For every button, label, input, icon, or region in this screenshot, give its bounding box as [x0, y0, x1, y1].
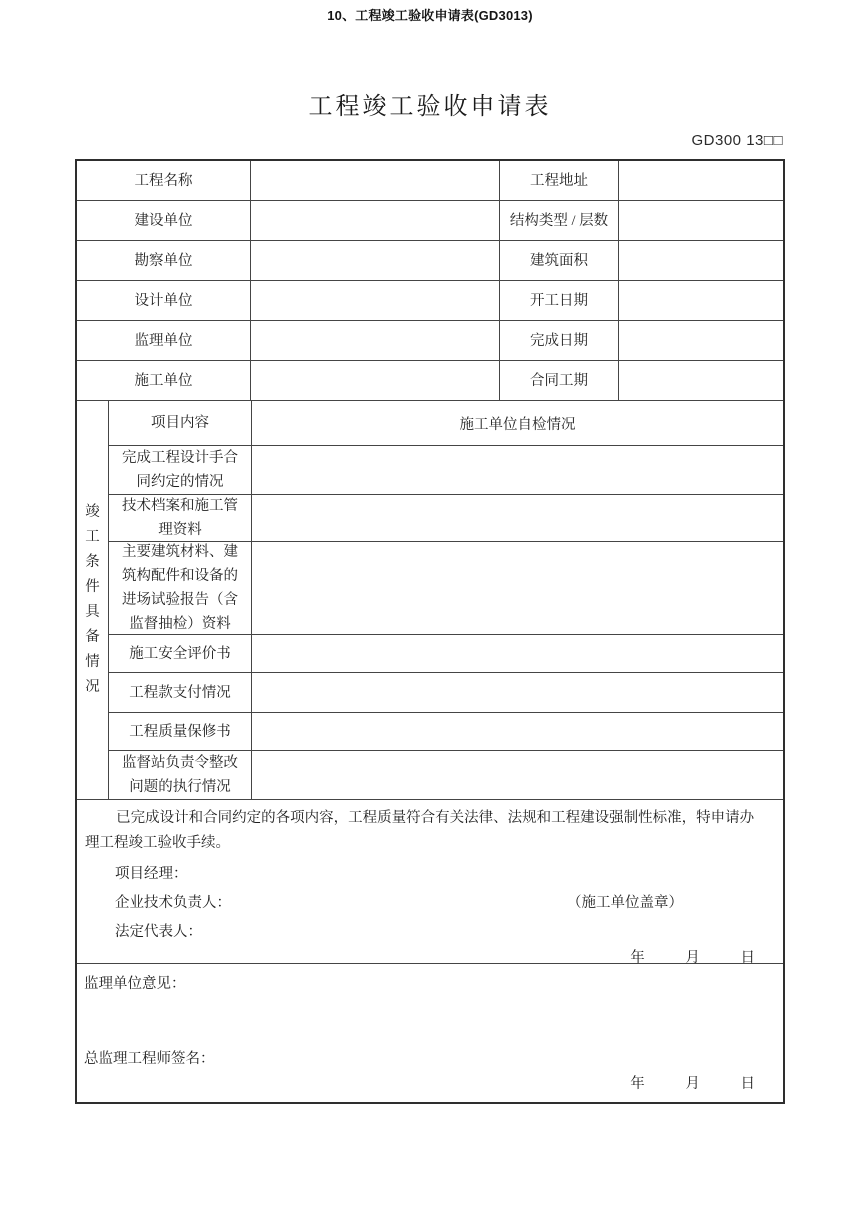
info-value-survey-unit — [251, 241, 500, 281]
supervisor-opinion-blank-space — [84, 993, 761, 1047]
application-statement: 已完成设计和合同约定的各项内容，工程质量符合有关法律、法规和工程建设强制性标准，特申请办理工程竣工验收手续。 — [85, 810, 755, 851]
conditions-header-selfcheck-label: 施工单位自检情况 — [252, 401, 783, 446]
date-year-label: 年 — [630, 1076, 645, 1092]
supervisor-opinion-label: 监理单位意见： — [84, 976, 186, 992]
condition-row-quality-warranty — [109, 713, 783, 751]
info-value-project-address — [619, 161, 783, 201]
document-header-title: 10、工程竣工验收申请表(GD3013) — [327, 8, 533, 23]
info-value-contract-duration — [619, 361, 783, 401]
supervisor-date-row — [84, 1074, 761, 1094]
conditions-header-row — [109, 401, 783, 446]
legal-representative-label: 法定代表人： — [115, 924, 202, 940]
condition-row-safety-evaluation — [109, 635, 783, 673]
info-value-contractor-unit — [251, 361, 500, 401]
date-day-label: 日 — [740, 950, 755, 966]
info-value-supervision-unit — [251, 321, 500, 361]
info-value-project-name — [251, 161, 500, 201]
date-year-label: 年 — [630, 950, 645, 966]
project-manager-label: 项目经理： — [115, 866, 188, 882]
condition-row-payment-status — [109, 673, 783, 713]
form-title: 工程竣工验收申请表 — [308, 94, 552, 120]
condition-row-materials-reports — [109, 542, 783, 635]
form-code: GD300 13□□ — [691, 132, 783, 149]
conditions-vertical-label: 竣工条件具备情况 — [85, 504, 100, 695]
completion-conditions-section — [77, 401, 783, 800]
info-value-design-unit — [251, 281, 500, 321]
condition-value-materials-reports — [252, 542, 783, 635]
info-label-construction-owner: 建设单位 — [77, 201, 251, 241]
condition-row-technical-archives — [109, 495, 783, 542]
info-label-design-unit: 设计单位 — [77, 281, 251, 321]
conditions-header-item-label: 项目内容 — [109, 401, 252, 446]
legal-representative-line — [85, 922, 761, 943]
date-month-label: 月 — [685, 1076, 700, 1092]
technical-director-label: 企业技术负责人： — [115, 895, 231, 911]
date-day-label: 日 — [740, 1076, 755, 1092]
info-label-supervision-unit: 监理单位 — [77, 321, 251, 361]
condition-label-technical-archives: 技术档案和施工管理资料 — [109, 495, 252, 542]
condition-value-technical-archives — [252, 495, 783, 542]
condition-label-materials-reports: 主要建筑材料、建筑构配件和设备的进场试验报告（含监督抽检）资料 — [109, 542, 252, 635]
info-value-building-area — [619, 241, 783, 281]
condition-label-quality-warranty: 工程质量保修书 — [109, 713, 252, 751]
condition-value-safety-evaluation — [252, 635, 783, 673]
info-value-construction-owner — [251, 201, 500, 241]
condition-row-design-contract — [109, 446, 783, 495]
condition-value-design-contract — [252, 446, 783, 495]
contractor-seal-note: （施工单位盖章） — [567, 895, 683, 911]
info-label-contract-duration: 合同工期 — [500, 361, 619, 401]
info-value-completion-date — [619, 321, 783, 361]
info-label-project-name: 工程名称 — [77, 161, 251, 201]
project-info-section — [77, 161, 783, 401]
supervisor-opinion-section — [77, 964, 783, 1102]
condition-value-rectification — [252, 751, 783, 800]
condition-value-quality-warranty — [252, 713, 783, 751]
info-label-project-address: 工程地址 — [500, 161, 619, 201]
condition-label-payment-status: 工程款支付情况 — [109, 673, 252, 713]
info-value-start-date — [619, 281, 783, 321]
info-label-building-area: 建筑面积 — [500, 241, 619, 281]
condition-value-payment-status — [252, 673, 783, 713]
info-label-start-date: 开工日期 — [500, 281, 619, 321]
application-statement-section — [77, 800, 783, 964]
project-manager-line — [85, 864, 761, 885]
application-form-table — [75, 159, 785, 1104]
date-month-label: 月 — [685, 950, 700, 966]
technical-director-line — [85, 893, 761, 914]
info-label-contractor-unit: 施工单位 — [77, 361, 251, 401]
info-value-structure-type — [619, 201, 783, 241]
info-label-survey-unit: 勘察单位 — [77, 241, 251, 281]
condition-label-rectification: 监督站负责令整改问题的执行情况 — [109, 751, 252, 800]
condition-label-design-contract: 完成工程设计手合同约定的情况 — [109, 446, 252, 495]
conditions-side-cell — [77, 401, 109, 800]
conditions-rows — [109, 401, 783, 800]
condition-label-safety-evaluation: 施工安全评价书 — [109, 635, 252, 673]
info-label-completion-date: 完成日期 — [500, 321, 619, 361]
info-label-structure-type: 结构类型 / 层数 — [500, 201, 619, 241]
chief-supervisor-signature-label: 总监理工程师签名： — [84, 1051, 215, 1067]
condition-row-rectification — [109, 751, 783, 800]
